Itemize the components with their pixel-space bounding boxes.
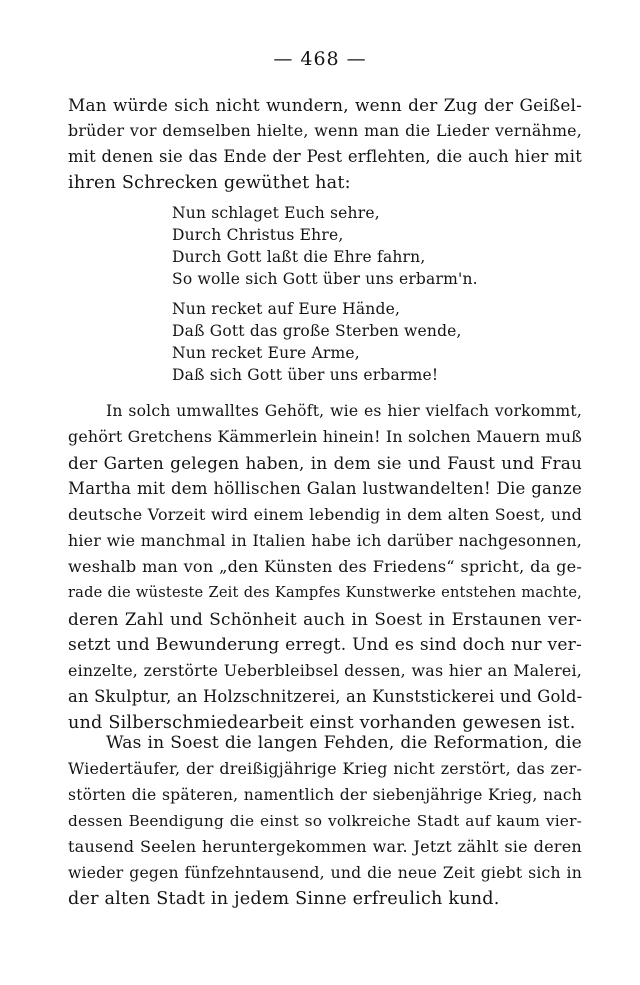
text-line: rade die wüsteste Zeit des Kampfes Kunstwerke entstehen machte, <box>68 584 582 601</box>
text-line: hier wie manchmal in Italien habe ich darüber nachgesonnen, <box>68 531 582 550</box>
poem-verse: Nun recket Eure Arme, <box>172 344 360 362</box>
body-paragraph-2 <box>68 398 582 736</box>
body-paragraph-3 <box>68 730 582 912</box>
text-line: ihren Schrecken gewüthet hat: <box>68 173 351 193</box>
text-line: setzt und Bewunderung erregt. Und es sind doch nur ver- <box>68 635 582 655</box>
text-line: deutsche Vorzeit wird einem lebendig in dem alten Soest, und <box>68 505 582 524</box>
text-line: störten die späteren, namentlich der siebenjährige Krieg, nach <box>68 786 582 804</box>
text-line: gehört Gretchens Kämmerlein hinein! In solchen Mauern muß <box>68 427 582 446</box>
text-line: der Garten gelegen haben, in dem sie und Faust und Frau <box>68 453 582 473</box>
poem-verse: Nun schlaget Euch sehre, <box>172 204 380 222</box>
text-line: brüder vor demselben hielte, wenn man die Lieder vernähme, <box>68 121 582 140</box>
poem-verse: Durch Christus Ehre, <box>172 226 344 244</box>
text-line: deren Zahl und Schönheit auch in Soest in Erstaunen ver- <box>68 609 582 629</box>
poem-verse: Daß Gott das große Sterben wende, <box>172 322 462 340</box>
text-line: und Silberschmiedearbeit einst vorhanden gewesen ist. <box>68 713 576 733</box>
poem-stanza-2 <box>172 298 502 386</box>
text-line: einzelte, zerstörte Ueberbleibsel dessen, was hier an Malerei, <box>68 661 582 680</box>
text-line: an Skulptur, an Holzschnitzerei, an Kunststickerei und Gold- <box>68 687 583 706</box>
poem-verse: So wolle sich Gott über uns erbarm'n. <box>172 270 478 288</box>
text-line: dessen Beendigung die einst so volkreiche Stadt auf kaum vier- <box>68 812 582 830</box>
text-line: der alten Stadt in jedem Sinne erfreulich kund. <box>68 889 500 909</box>
text-line: Was in Soest die langen Fehden, die Reformation, die <box>106 733 582 753</box>
page-number: — 468 — <box>273 48 367 70</box>
text-line: tausend Seelen heruntergekommen war. Jetzt zählt sie deren <box>68 837 582 856</box>
poem-verse: Nun recket auf Eure Hände, <box>172 300 401 318</box>
text-line: Martha mit dem höllischen Galan lustwandelten! Die ganze <box>68 479 582 498</box>
text-line: Man würde sich nicht wundern, wenn der Zug der Geißel- <box>68 95 582 115</box>
text-line: weshalb man von „den Künsten des Friedens“ spricht, da ge- <box>68 557 582 576</box>
text-line: wieder gegen fünfzehntausend, und die neue Zeit giebt sich in <box>68 864 582 882</box>
poem-verse: Durch Gott laßt die Ehre fahrn, <box>172 248 426 266</box>
intro-paragraph <box>68 92 582 196</box>
text-line: In solch umwalltes Gehöft, wie es hier vielfach vorkommt, <box>106 402 582 420</box>
poem-verse: Daß sich Gott über uns erbarme! <box>172 366 439 384</box>
text-line: mit denen sie das Ende der Pest erflehten, die auch hier mit <box>68 147 582 166</box>
poem-stanza-1 <box>172 202 502 290</box>
text-line: Wiedertäufer, der dreißigjährige Krieg nicht zerstört, das zer- <box>68 759 582 778</box>
